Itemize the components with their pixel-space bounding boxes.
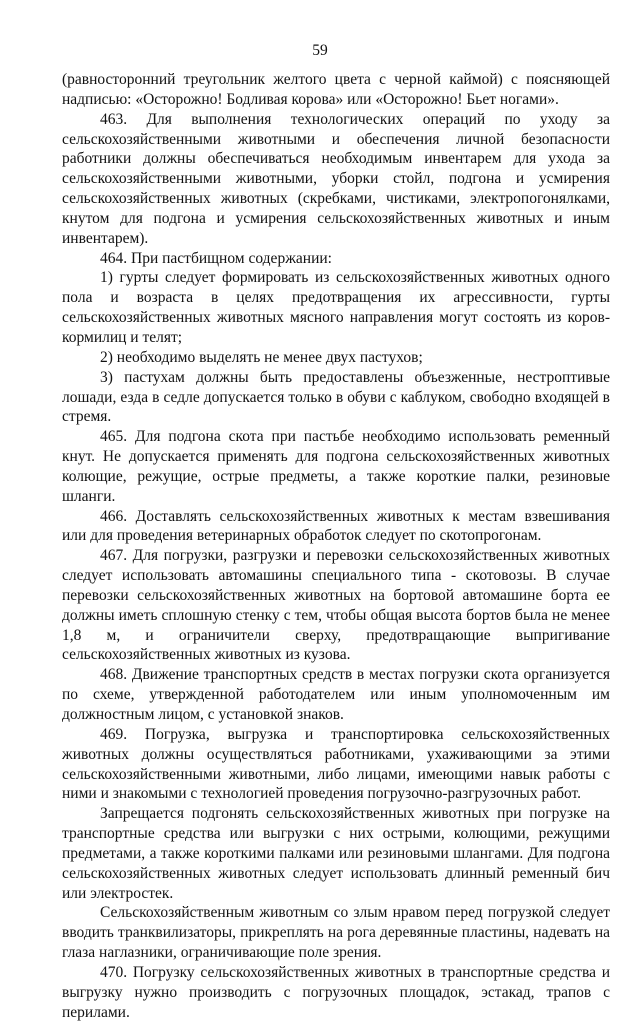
paragraph: 469. Погрузка, выгрузка и транспортировка сельскохозяйственных животных должны осуществляться работниками, ухаживающими за этими сельскохозяйственными животными, либо лицами, имеющими навык работы с ними и знакомыми с технологией проведения погрузочно-разгрузочных работ. [62,725,610,803]
list-item: 3) пастухам должны быть предоставлены объезженные, нестроптивые лошади, езда в седле допускается только в обуви с каблуком, свободно входящей в стремя. [62,368,610,426]
list-item: 2) необходимо выделять не менее двух пастухов; [100,348,423,366]
page-number: 59 [312,42,328,59]
paragraph: 465. Для подгона скота при пастьбе необходимо использовать ременный кнут. Не допускается применять для подгона сельскохозяйственных животных колющие, режущие, острые предметы, а также короткие палки, резиновые шланги. [62,428,610,505]
list-item: 1) гурты следует формировать из сельскохозяйственных животных одного пола и возраста в целях предотвращения их агрессивности, гурты сельскохозяйственных животных мясного направления могут состоять из коров-кормилиц и телят; [62,269,610,346]
paragraph: 468. Движение транспортных средств в местах погрузки скота организуется по схеме, утвержденной работодателем или иным уполномоченным им должностным лицом, с установкой знаков. [62,666,610,723]
paragraph: 467. Для погрузки, разгрузки и перевозки сельскохозяйственных животных следует использовать автомашины специального типа - скотовозы. В случае перевозки сельскохозяйственных животных на бортовой автомашине борта ее должны иметь сплошную стенку с тем, чтобы общая высота бортов была не менее 1,8 м, и ограничители сверху, предотвращающие выпригивание сельскохозяйственных животных из кузова. [62,547,610,664]
paragraph: (равносторонний треугольник желтого цвета с черной каймой) с поясняющей надписью: «Осторожно! Бодливая корова» или «Осторожно! Бьет ногами». [62,71,610,108]
paragraph: 470. Погрузку сельскохозяйственных животных в транспортные средства и выгрузку нужно производить с погрузочных площадок, эстакад, трапов с перилами. [62,963,610,1021]
document-body [62,70,610,1023]
paragraph: 466. Доставлять сельскохозяйственных животных к местам взвешивания или для проведения ветеринарных обработок следует по скотопрогонам. [62,507,610,545]
paragraph: Сельскохозяйственным животным со злым нравом перед погрузкой следует вводить транквилизаторы, прикреплять на рога деревянные пластины, надевать на глаза наглазники, ограничивающие поле зрения. [62,904,610,962]
paragraph: Запрещается подгонять сельскохозяйственных животных при погрузке на транспортные средства или выгрузки с них острыми, колющими, режущими предметами, а также короткими палками или резиновыми шлангами. Для подгона сельскохозяйственных животных следует использовать длинный ременный бич или электростек. [62,805,610,902]
paragraph: 463. Для выполнения технологических операций по уходу за сельскохозяйственными животными и обеспечения личной безопасности работники должны обеспечиваться необходимым инвентарем для ухода за сельскохозяйственными животными, уборки стойл, подгона и усмирения сельскохозяйственных животных (скребками, чистиками, электропогонялками, кнутом для подгона и усмирения сельскохозяйственных животных и иным инвентарем). [62,110,610,247]
paragraph: 464. При пастбищном содержании: [100,249,332,267]
